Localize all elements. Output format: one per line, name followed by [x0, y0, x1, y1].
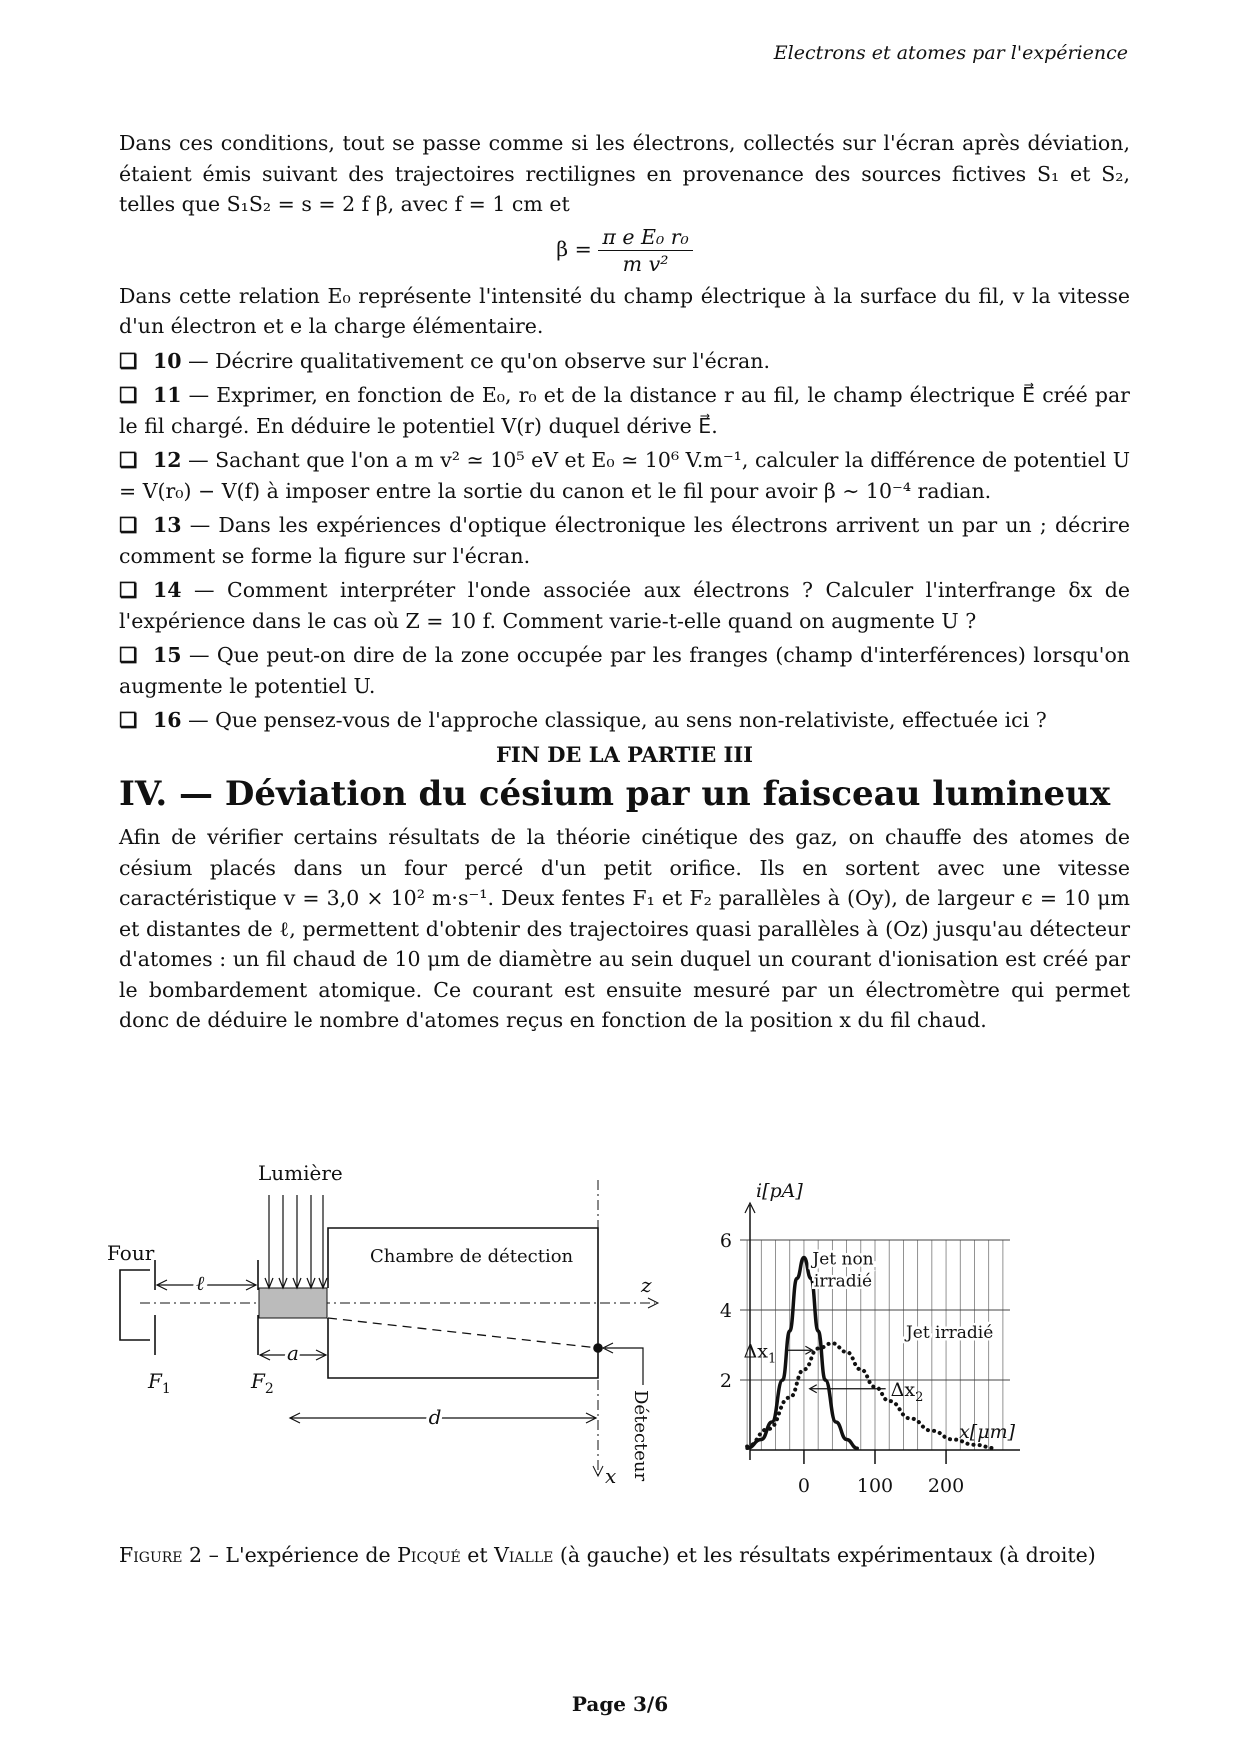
caption-label: Figure 2 — [119, 1543, 203, 1567]
formula-fraction — [598, 224, 692, 277]
delta-x1-sub: 1 — [767, 1351, 777, 1367]
running-header: Electrons et atomes par l'expérience — [773, 42, 1128, 64]
setup-diagram — [120, 1180, 658, 1476]
formula-denominator: m v² — [622, 251, 669, 276]
question-text: — Dans les expériences d'optique électronique les électrons arrivent un par un ; décrire comment se forme la figure sur l'écran. — [119, 513, 1130, 568]
caption-name-2: Vialle — [494, 1543, 554, 1567]
question-text: — Exprimer, en fonction de E₀, r₀ et de la distance r au fil, le champ électrique E⃗ créé par le fil chargé. En déduire le potentiel V(r) duquel dérive E⃗. — [119, 383, 1130, 438]
label-detector: Détecteur — [630, 1390, 651, 1482]
label-ell: ℓ — [195, 1271, 205, 1295]
y-axis-label: i[pA] — [756, 1180, 803, 1202]
y-tick-label: 4 — [719, 1300, 732, 1322]
question-number: 11 — [153, 383, 182, 407]
question-12 — [119, 445, 1130, 506]
label-z: z — [641, 1273, 652, 1297]
label-a: a — [287, 1341, 299, 1365]
question-text: — Sachant que l'on a m v² ≃ 10⁵ eV et E₀ ≃ 10⁶ V.m⁻¹, calculer la différence de potentiel U = V(r₀) − V(f) à imposer entre la sortie du canon et le fil pour avoir β ∼ 10⁻⁴ radian. — [119, 448, 1130, 503]
caption-text-3: (à gauche) et les résultats expérimentaux (à droite) — [553, 1543, 1096, 1567]
page-body — [119, 128, 1130, 1040]
f1-sub: 1 — [161, 1381, 171, 1397]
formula-lhs: β = — [556, 236, 592, 261]
y-tick-label: 6 — [719, 1230, 732, 1252]
checkbox-icon: ❏ — [119, 643, 138, 667]
question-text: — Que pensez-vous de l'approche classique, au sens non-relativiste, effectuée ici ? — [188, 708, 1047, 732]
formula-numerator: π e E₀ r₀ — [598, 224, 692, 251]
f1-letter: F — [148, 1369, 162, 1393]
caption-text-1: – L'expérience de — [202, 1543, 398, 1567]
question-11 — [119, 380, 1130, 441]
f2-sub: 2 — [264, 1381, 274, 1397]
results-chart — [720, 1180, 1020, 1497]
question-10 — [119, 346, 1130, 377]
label-series-0 — [810, 1250, 873, 1292]
question-text: — Que peut-on dire de la zone occupée par les franges (champ d'interférences) lorsqu'on augmente le potentiel U. — [119, 643, 1130, 698]
label-f1 — [147, 1369, 171, 1397]
question-14 — [119, 575, 1130, 636]
question-13 — [119, 510, 1130, 571]
checkbox-icon: ❏ — [119, 448, 138, 472]
f2-letter: F — [251, 1369, 265, 1393]
checkbox-icon: ❏ — [119, 578, 138, 602]
detector-point — [594, 1344, 602, 1352]
label-series-1: Jet irradié — [905, 1323, 994, 1343]
figure-caption — [119, 1540, 1130, 1571]
question-number: 16 — [153, 708, 182, 732]
delta-x1-label — [744, 1340, 777, 1366]
beta-formula — [119, 224, 1130, 277]
series-0-name-line-2: irradié — [813, 1271, 873, 1292]
checkbox-icon: ❏ — [119, 708, 138, 732]
label-f2 — [250, 1369, 274, 1397]
light-zone — [259, 1288, 327, 1318]
question-text: — Décrire qualitativement ce qu'on observe sur l'écran. — [188, 348, 770, 373]
end-of-part: FIN DE LA PARTIE III — [495, 741, 753, 767]
label-chamber: Chambre de détection — [370, 1246, 574, 1267]
delta-x2-label — [891, 1379, 924, 1405]
figure-2 — [107, 1140, 1135, 1500]
series-0-name-line-1: Jet non — [812, 1249, 874, 1270]
delta-x2-sub: 2 — [915, 1389, 924, 1405]
label-x: x — [605, 1464, 617, 1488]
question-16 — [119, 705, 1130, 736]
delta-x1-symbol: Δx — [743, 1340, 768, 1363]
question-number: 10 — [153, 348, 182, 373]
setup-labels — [107, 1161, 652, 1488]
x-tick-label: 100 — [856, 1475, 894, 1497]
caption-name-1: Picqué — [397, 1543, 461, 1567]
x-axis-label: x[μm] — [959, 1421, 1015, 1443]
label-light: Lumière — [258, 1161, 343, 1185]
light-arrows — [265, 1195, 327, 1288]
question-number: 15 — [153, 643, 182, 667]
checkbox-icon: ❏ — [119, 513, 138, 537]
section-title: IV. — Déviation du césium par un faisceau lumineux — [119, 774, 1111, 814]
question-number: 14 — [153, 578, 182, 602]
checkbox-icon: ❏ — [119, 383, 138, 407]
question-number: 12 — [153, 448, 182, 472]
question-15 — [119, 640, 1130, 701]
y-tick-label: 2 — [719, 1370, 732, 1392]
question-list — [119, 346, 1130, 736]
checkbox-icon: ❏ — [119, 348, 138, 373]
intro-paragraph-2: Dans cette relation E₀ représente l'intensité du champ électrique à la surface du fil, v la vitesse d'un électron et e la charge élémentaire. — [119, 283, 1130, 338]
oven-shape — [120, 1270, 150, 1340]
label-d: d — [428, 1405, 442, 1429]
page-footer: Page 3/6 — [571, 1692, 669, 1716]
intro-paragraph: Dans ces conditions, tout se passe comme si les électrons, collectés sur l'écran après déviation, étaient émis suivant des trajectoires rectilignes en provenance des sources fictives S₁ et S₂, telles que S₁S₂ = s = 2 f β, avec f = 1 cm et — [119, 131, 1130, 216]
question-text: — Comment interpréter l'onde associée aux électrons ? Calculer l'interfrange δx de l'expérience dans le cas où Z = 10 f. Comment varie-t-elle quand on augmente U ? — [119, 578, 1130, 633]
question-number: 13 — [153, 513, 182, 537]
deviated-trajectory — [328, 1318, 598, 1348]
section-paragraph: Afin de vérifier certains résultats de la théorie cinétique des gaz, on chauffe des atomes de césium placés dans un four percé d'un petit orifice. Ils en sortent avec une vitesse caractéristique v = 3,0 × 10² m·s⁻¹. Deux fentes F₁ et F₂ parallèles à (Oy), de largeur ϵ = 10 μm et distantes de ℓ, permettent d'obtenir des trajectoires quasi parallèles à (Oz) jusqu'au détecteur d'atomes : un fil chaud de 10 μm de diamètre au sein duquel un courant d'ionisation est créé par le bombardement atomique. Ce courant est ensuite mesuré par un électromètre qui permet donc de déduire le nombre d'atomes reçus en fonction de la position x du fil chaud. — [119, 825, 1130, 1032]
caption-text-2: et — [460, 1543, 495, 1567]
delta-x2-symbol: Δx — [890, 1378, 916, 1401]
x-tick-label: 200 — [927, 1475, 965, 1497]
x-tick-label: 0 — [797, 1475, 810, 1497]
label-oven: Four — [107, 1241, 155, 1265]
